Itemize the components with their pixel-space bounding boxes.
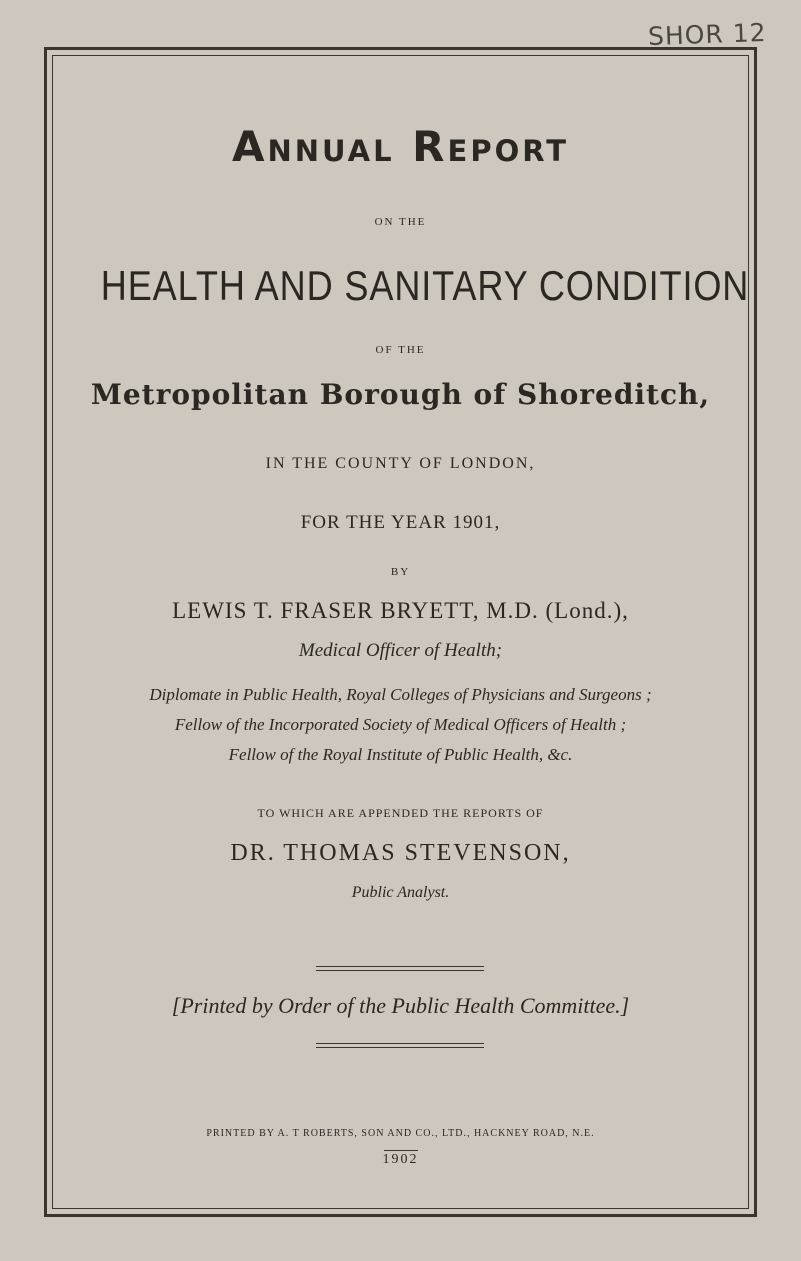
report-title: Annual Report (231, 122, 570, 171)
author-name: LEWIS T. FRASER BRYETT, M.D. (Lond.), (172, 598, 629, 623)
report-subject: HEALTH AND SANITARY CONDITION (100, 262, 750, 309)
analyst-name: DR. THOMAS STEVENSON, (230, 840, 571, 866)
analyst-title: Public Analyst. (351, 884, 450, 901)
printing-order: [Printed by Order of the Public Health Committee.] (171, 993, 630, 1018)
divider-rule (316, 1047, 484, 1048)
author-credential: Fellow of the Incorporated Society of Medical Officers of Health ; (174, 715, 627, 734)
of-the-text: OF THE (375, 344, 426, 356)
publication-year: 1902 (382, 1152, 419, 1167)
author-credential: Diplomate in Public Health, Royal Colleges of Physicians and Surgeons ; (149, 685, 652, 704)
county-line: IN THE COUNTY OF LONDON, (265, 455, 536, 472)
appendix-intro: TO WHICH ARE APPENDED THE REPORTS OF (257, 806, 544, 820)
author-title: Medical Officer of Health; (298, 640, 503, 661)
report-year: FOR THE YEAR 1901, (300, 512, 501, 533)
divider-rule (316, 1043, 484, 1044)
by-text: BY (390, 566, 411, 578)
page-border-inner (52, 55, 749, 1209)
printer-imprint: PRINTED BY A. T ROBERTS, SON AND CO., LTD., HACKNEY ROAD, N.E. (206, 1128, 595, 1139)
divider-rule (316, 966, 484, 967)
borough-name: Metropolitan Borough of Shoreditch, (90, 378, 711, 411)
divider-rule (316, 970, 484, 971)
author-credential: Fellow of the Royal Institute of Public Health, &c. (228, 745, 573, 764)
on-the-text: ON THE (374, 216, 427, 228)
imprint-rule (384, 1150, 418, 1151)
shelfmark-annotation: SHOR 12 (647, 17, 767, 52)
